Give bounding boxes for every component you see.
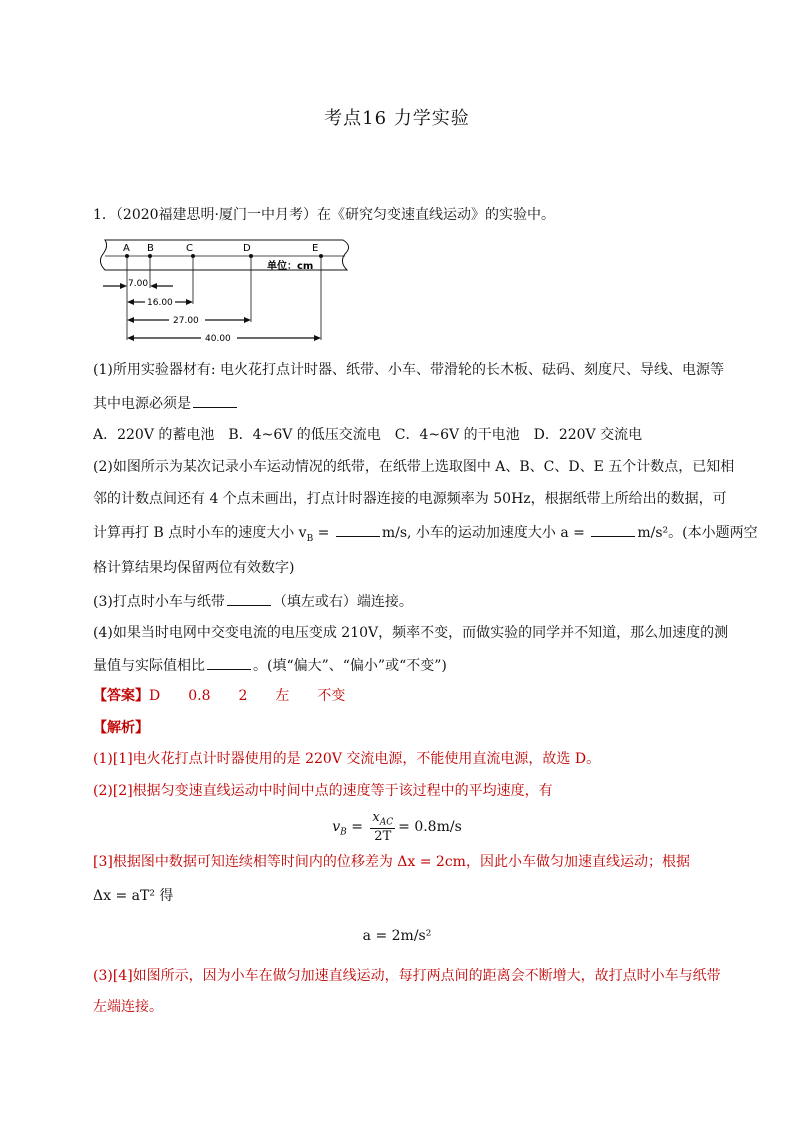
part2-line4: 格计算结果均保留两位有效数字): [93, 560, 295, 576]
paper-tape-diagram: [93, 236, 363, 352]
answer-values: D 0.8 2 左 不变: [149, 688, 346, 704]
analysis-line4: Δx = aT² 得: [93, 888, 174, 904]
svg-text:A: A: [123, 243, 130, 254]
page-title: 考点16 力学实验: [324, 108, 470, 129]
question-source: （2020福建思明·厦门一中月考）在《研究匀变速直线运动》的实验中。: [115, 207, 555, 223]
measurement-ae: 40.00: [205, 334, 231, 344]
options: A．220V 的蓄电池 B．4~6V 的低压交流电 C．4~6V 的干电池 D．220V 交流电: [93, 427, 643, 443]
answer-label: 【答案】: [93, 688, 149, 704]
measurement-ac: 16.00: [147, 298, 173, 308]
part3: (3)打点时小车与纸带 （填左或右）端连接。: [93, 591, 723, 612]
svg-text:E: E: [312, 243, 319, 254]
unit-label: 单位：cm: [267, 261, 314, 272]
part1-line2: [93, 393, 723, 414]
analysis-label: 【解析】: [93, 720, 149, 736]
formula-acceleration: a = 2m/s²: [362, 928, 432, 944]
measurement-ab: 7.00: [128, 279, 149, 289]
answer-blank-3[interactable]: [591, 522, 635, 537]
part1-text: 其中电源必须是: [93, 396, 191, 412]
svg-text:D: D: [243, 243, 251, 254]
part4-line1: (4)如果当时电网中交变电流的电压变成 210V，频率不变，而做实验的同学并不知道，那么加速度的测: [93, 625, 729, 641]
analysis-line3: [3]根据图中数据可知连续相等时间内的位移差为 Δx = 2cm，因此小车做匀加速直线运动；根据: [93, 854, 690, 870]
question-header: [93, 205, 723, 225]
formula-velocity: $v_B$ = $\frac{x_{AC}}{2T}$ = 0.8m/s: [332, 810, 462, 844]
answer-line: [93, 686, 723, 706]
svg-text:B: B: [147, 243, 154, 254]
part2-line2: 邻的计数点间还有 4 个点未画出，打点计时器连接的电源频率为 50Hz，根据纸带上所给出的数据，可: [93, 491, 727, 507]
analysis-line5: (3)[4]如图所示，因为小车在做匀加速直线运动，每打两点间的距离会不断增大，故打点时小车与纸带: [93, 968, 721, 984]
answer-blank-2[interactable]: [336, 522, 380, 537]
part2-line3: 计算再打 B 点时小车的速度大小 $v_B = m/s$, 小车的运动加速度大小 a = m/s²。(本小题两空: [93, 522, 723, 549]
part2-line1: (2)如图所示为某次记录小车运动情况的纸带，在纸带上选取图中 A、B、C、D、E 五个计数点，已知相: [93, 459, 735, 475]
answer-blank-5[interactable]: [207, 655, 251, 670]
question-number: 1．: [93, 207, 116, 223]
measurement-ad: 27.00: [173, 316, 199, 326]
analysis-line6: 左端连接。: [93, 999, 163, 1015]
part4-line2: 量值与实际值相比 。(填“偏大”、“偏小”或“不变”): [93, 655, 723, 676]
part1-line1: (1)所用实验器材有: 电火花打点计时器、纸带、小车、带滑轮的长木板、砝码、刻度尺、导线、电源等: [93, 362, 724, 378]
answer-blank-4[interactable]: [227, 591, 271, 606]
svg-text:C: C: [186, 243, 193, 254]
analysis-line1: (1)[1]电火花打点计时器使用的是 220V 交流电源，不能使用直流电源，故选 D。: [93, 751, 601, 767]
analysis-line2: (2)[2]根据匀变速直线运动中时间中点的速度等于该过程中的平均速度，有: [93, 783, 553, 799]
answer-blank-1[interactable]: [193, 393, 237, 408]
